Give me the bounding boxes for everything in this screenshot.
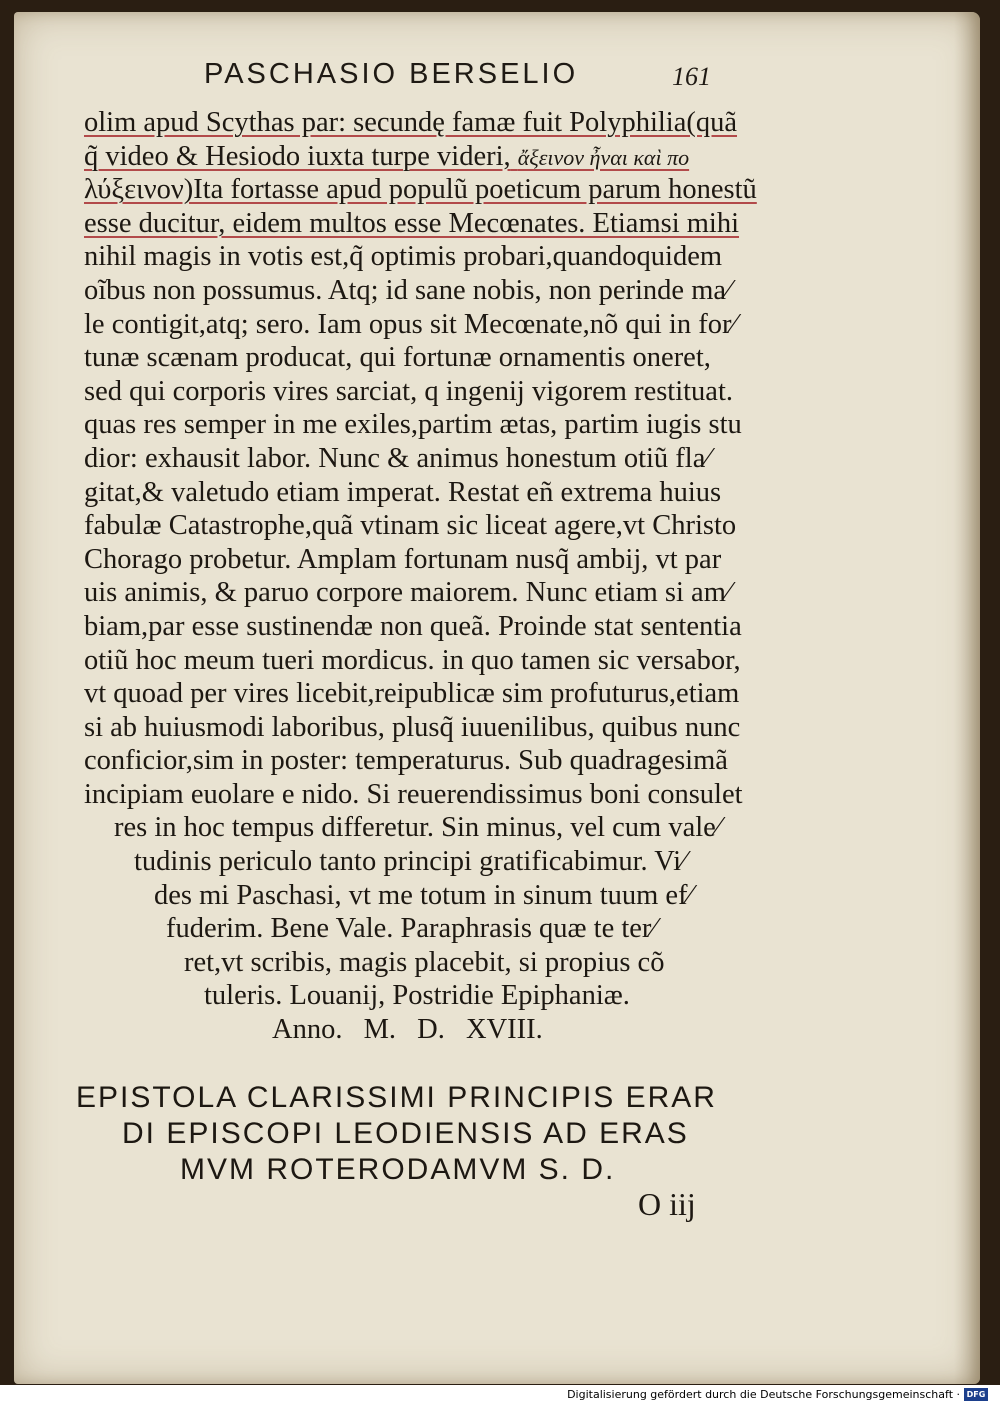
- running-head: PASCHASIO BERSELIO: [204, 58, 579, 90]
- text-line-part: q̃ video & Hesiodo iuxta turpe videri,: [84, 140, 511, 172]
- text-line: otiũ hoc meum tueri mordicus. in quo tamen sic versabor,: [84, 644, 741, 676]
- heading-line: EPISTOLA CLARISSIMI PRINCIPIS ERAR: [76, 1081, 717, 1114]
- page-edge-shadow: [954, 12, 980, 1384]
- text-line: quas res semper in me exiles,partim ætas, partim iugis stu: [84, 409, 742, 441]
- text-line: tudinis periculo tanto principi gratificabimur. Vi⁄: [134, 846, 686, 878]
- heading-line: MVM ROTERODAMVM S. D.: [180, 1153, 616, 1186]
- text-line: si ab huiusmodi laboribus, plusq̃ iuuenilibus, quibus nunc: [84, 711, 741, 743]
- text-line: res in hoc tempus differetur. Sin minus, vel cum vale⁄: [114, 812, 721, 844]
- text-line: olim apud Scythas par: secundę famæ fuit Polyphilia(quã: [84, 107, 737, 138]
- greek-fragment: ἄξεινον ἦναι καὶ πο: [517, 144, 690, 170]
- text-line: le contigit,atq; sero. Iam opus sit Mecœnate,nõ qui in for⁄: [84, 308, 737, 340]
- text-line: tuleris. Louanij, Postridie Epiphaniæ.: [204, 980, 630, 1012]
- epistola-heading: [76, 1080, 816, 1188]
- text-line: uis animis, & paruo corpore maiorem. Nunc etiam si am⁄: [84, 577, 731, 609]
- signature-mark: O iij: [638, 1186, 696, 1222]
- text-line: λύξεινον)Ita fortasse apud populũ poeticum parum honestũ: [84, 174, 757, 206]
- text-line: dior: exhausit labor. Nunc & animus honestum otiũ fla⁄: [84, 442, 711, 474]
- text-line: sed qui corporis vires sarciat, q ingenij vigorem restituat.: [84, 375, 734, 407]
- text-line: gitat,& valetudo etiam imperat. Restat eñ extrema huius: [84, 476, 722, 508]
- text-line: conficior,sim in poster: temperaturus. Sub quadragesimã: [84, 745, 728, 777]
- text-line: [84, 140, 804, 174]
- text-line: vt quoad per vires licebit,reipublicæ sim profuturus,etiam: [84, 678, 740, 710]
- footer-credit: Digitalisierung gefördert durch die Deutsche Forschungsgemeinschaft ·: [567, 1388, 960, 1401]
- text-line: incipiam euolare e nido. Si reuerendissimus boni consulet: [84, 778, 743, 810]
- folio-number: 161: [672, 62, 711, 91]
- text-line: ret,vt scribis, magis placebit, si propius cõ: [184, 946, 665, 978]
- letter-body: [84, 106, 804, 1047]
- book-page: [14, 12, 980, 1384]
- text-line: esse ducitur, eidem multos esse Mecœnates. Etiamsi mihi: [84, 207, 740, 239]
- text-line: nihil magis in votis est,q̃ optimis probari,quandoquidem: [84, 241, 723, 273]
- digitization-footer: [0, 1385, 1000, 1405]
- page-header: [14, 58, 980, 98]
- text-line: fabulæ Catastrophe,quã vtinam sic liceat agere,vt Christo: [84, 510, 737, 542]
- text-line: biam,par esse sustinendæ non queã. Proinde stat sententia: [84, 610, 742, 642]
- heading-line: DI EPISCOPI LEODIENSIS AD ERAS: [122, 1117, 689, 1150]
- text-line: tunæ scænam producat, qui fortunæ ornamentis oneret,: [84, 342, 711, 374]
- date-line: Anno. M. D. XVIII.: [272, 1014, 543, 1046]
- text-line: oĩbus non possumus. Atq; id sane nobis, non perinde ma⁄: [84, 274, 731, 306]
- text-line: Chorago probetur. Amplam fortunam nusq̃ ambij, vt par: [84, 543, 722, 575]
- text-line: fuderim. Bene Vale. Paraphrasis quæ te ter⁄: [166, 913, 657, 945]
- dfg-logo-icon: DFG: [964, 1388, 988, 1401]
- text-line: des mi Paschasi, vt me totum in sinum tuum ef⁄: [154, 879, 693, 911]
